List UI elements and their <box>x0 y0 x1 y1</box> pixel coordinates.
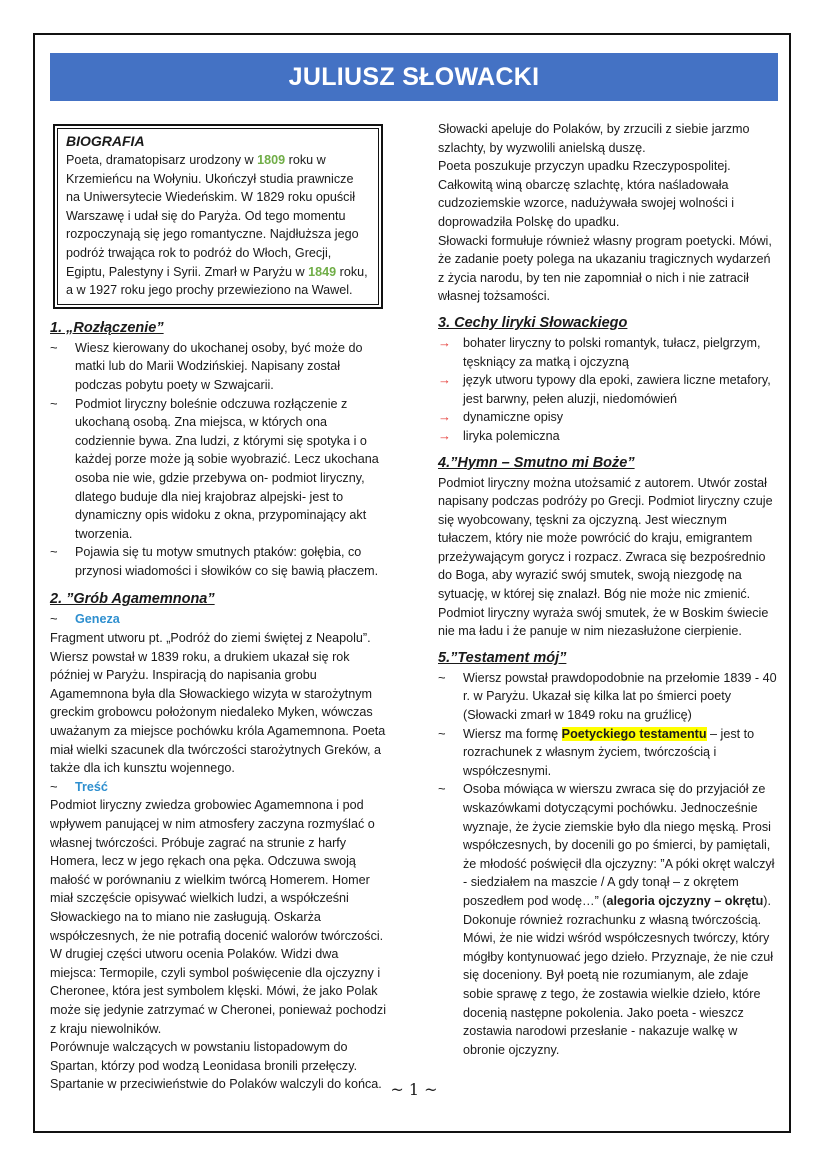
list-item: ~ Wiesz kierowany do ukochanej osoby, być może do matki lub do Marii Wodzińskiej. Napisany został podczas pobytu poety w Szwajcarii. <box>50 339 363 392</box>
page-number: ~ 1 ~ <box>390 1080 438 1099</box>
arrow-icon: → <box>438 409 451 425</box>
list-item: ~ Podmiot liryczny boleśnie odczuwa rozłączenie z ukochaną osobą. Zna miejsca, w których ona codziennie bywa. Zna ludzi, z którymi się spotyka i o każdej porze może ją sobie wyobrazić. Lecz ukochana osoba nie wie, gdzie przebywa on- podmiot liryczny, dlatego buduje dla niej krajobraz alpejski- jest to dynamiczny opis widoku z okna, przypominający akt tworzenia. <box>50 395 379 541</box>
paragraph: Poeta poszukuje przyczyn upadku Rzeczypospolitej. Całkowitą winą obarczę szlachtę, która naśladowała cudzoziemskie wzorce, nadużywała swojej wolności i doprowadziła Polskę do upadku. <box>438 159 735 229</box>
list-item: → liryka polemiczna <box>438 427 778 446</box>
left-column <box>50 124 388 1094</box>
paragraph: Słowacki apeluje do Polaków, by zrzucili z siebie jarzmo szlachty, by wyzwolili anielską duszę. <box>438 122 750 155</box>
paragraph: Podmiot liryczny zwiedza grobowiec Agamemnona i pod wpływem panującej w nim atmosfery zaczyna rozmyślać o własnej twórczości. Próbuje zagrać na strunie z harfy Homera, lecz w jego rękach ona pęka. Odczuwa swoją małość w porównaniu z wielkim twórcą Homerem. Homer miał szczęście opisywać wielkich ludzi, a współcześni Słowackiego na to miano nie zasługują. Oskarża współczesnych, że nie potrafią docenić walorów twórczości. W drugiej części utworu ocenia Polaków. Widzi dwa miejsca: Termopile, czyli symbol poświęcenie dla ojczyzny i Cheronee, która jest symbolem klęski. Mówi, że jako Polak może się jedynie zatrzymać w Cheronei, ponieważ pochodzi z kraju niewolników. <box>50 798 386 1036</box>
subheading-geneza: ~ Geneza <box>50 611 120 627</box>
biography-text: Poeta, dramatopisarz urodzony w 1809 roku w Krzemieńcu na Wołyniu. Ukończył studia prawnicze na Uniwersytecie Wiedeńskim. W 1829 roku opuścił Warszawę i udał się do Paryża. Od tego momentu rozpoczynają się jego romantyczne. Najdłuższa jego podróż trwająca rok to podróż do Włoch, Grecji, Egiptu, Palestyny i Syrii. Zmarł w Paryżu w 1849 roku, a w 1927 roku jego prochy przewieziono na Wawel. <box>66 153 368 298</box>
biography-heading: BIOGRAFIA <box>66 133 145 149</box>
section-heading-grob-agamemnona: 2. ”Grób Agamemnona” <box>50 591 215 608</box>
list-item: → bohater liryczny to polski romantyk, tułacz, pielgrzym, tęskniący za matką i ojczyzną <box>438 334 761 369</box>
section-heading-testament: 5.”Testament mój” <box>438 649 567 666</box>
paragraph: Słowacki formułuje również własny program poetycki. Mówi, że zadanie poety polega na ukazaniu tragicznych wydarzeń z życia narodu, by ten nie zapomniał o nich i nie zatracił własnej tożsamości. <box>438 233 772 304</box>
list-item: ~ Wiersz powstał prawdopodobnie na przełomie 1839 - 40 r. w Paryżu. Ukazał się kilka lat po śmierci poety (Słowacki zmarł w 1849 roku na gruźlicę) <box>438 669 777 723</box>
list-item: ~ Wiersz ma formę Poetyckiego testamentu – jest to rozrachunek z własnym życiem, twórczością i współczesnymi. <box>438 725 755 778</box>
paragraph: Fragment utworu pt. „Podróż do ziemi świętej z Neapolu”. Wiersz powstał w 1839 roku, a drukiem ukazał się rok później w Paryżu. Inspiracją do napisania grobu Agamemnona była dla Słowackiego wizyta w starożytnym greckim grobowcu położonym niedaleko Myken, wówczas uważanym za miejsce pochówku króla Agamemnona. Poeta miał wielki szacunek dla twórczości starożytnych Greków, a także dla ich kunsztu wojennego. <box>50 631 386 776</box>
section-heading-hymn: 4.”Hymn – Smutno mi Boże” <box>438 454 635 471</box>
section-heading-rozlaczenie: 1. „Rozłączenie” <box>50 319 164 336</box>
arrow-icon: → <box>438 334 451 350</box>
highlighted-term: Poetyckiego testamentu <box>561 726 707 741</box>
subheading-tresc: ~ Treść <box>50 778 108 794</box>
section-heading-cechy-liryki: 3. Cechy liryki Słowackiego <box>438 314 628 331</box>
paragraph: Porównuje walczących w powstaniu listopadowym do Spartan, którzy pod wodzą Leonidasa bronili przełęczy. Spartanie w przeciwieństwie do Polaków walczyli do końca. <box>50 1040 382 1092</box>
death-year: 1849 <box>308 264 337 279</box>
arrow-icon: → <box>438 372 451 388</box>
right-column <box>438 120 778 1059</box>
birth-year: 1809 <box>257 153 286 167</box>
list-item: → język utworu typowy dla epoki, zawiera liczne metafory, jest barwny, pełen aluzji, niedomówień <box>438 372 771 406</box>
arrow-icon: → <box>438 427 451 443</box>
list-item: ~ Osoba mówiąca w wierszu zwraca się do przyjaciół ze wskazówkami dotyczącymi pochówku. Jednocześnie wyznaje, że życie ziemskie było dla niego męską. Prosi współczesnych, by docenili go po śmierci, by pamiętali, że młodość poświęcił dla ojczyzny: ”A póki okręt walczył - siedziałem na maszcie / A gdy tonął – z okrętem poszedłem pod wodę…” (alegoria ojczyzny – okrętu). Dokonuje również rozrachunku z własną twórczością. Mówi, że nie widzi wśród współczesnych twórczy, który mógłby kontynuować jego dzieło. Przyznaje, że nie czuł się doceniony. Był poetą nie rozumianym, ale zdaje sobie sprawę z tego, że zostawia wielkie dzieło, które docenią następne pokolenia. Jako poeta - wieszcz zostawia narodowi przesłanie - nakazuje walkę w obronie ojczyzny. <box>438 781 775 1057</box>
biography-box <box>53 124 383 309</box>
list-item: → dynamiczne opisy <box>438 408 778 427</box>
paragraph: Podmiot liryczny można utożsamić z autorem. Utwór został napisany podczas podróży po Grecji. Podmiot liryczny czuje się wyobcowany, tęskni za ojczyzną. Jest wiecznym tułaczem, który nie może powrócić do kraju, emigrantem przeżywającym gorycz i rozpacz. Zwraca się bezpośrednio do Boga, aby wyrazić swój smutek, swoją niezgodę na sytuację, w której się znalazł. Bóg nie może nic zmienić. Podmiot liryczny wyraża swój smutek, że w Boskim świecie nie ma ładu i że panuje w nim niezasłużone cierpienie. <box>438 475 773 639</box>
title-banner: JULIUSZ SŁOWACKI <box>50 53 778 101</box>
list-item: ~ Pojawia się tu motyw smutnych ptaków: gołębia, co przynosi wiadomości i słowików co się bawią płaczem. <box>50 544 379 578</box>
